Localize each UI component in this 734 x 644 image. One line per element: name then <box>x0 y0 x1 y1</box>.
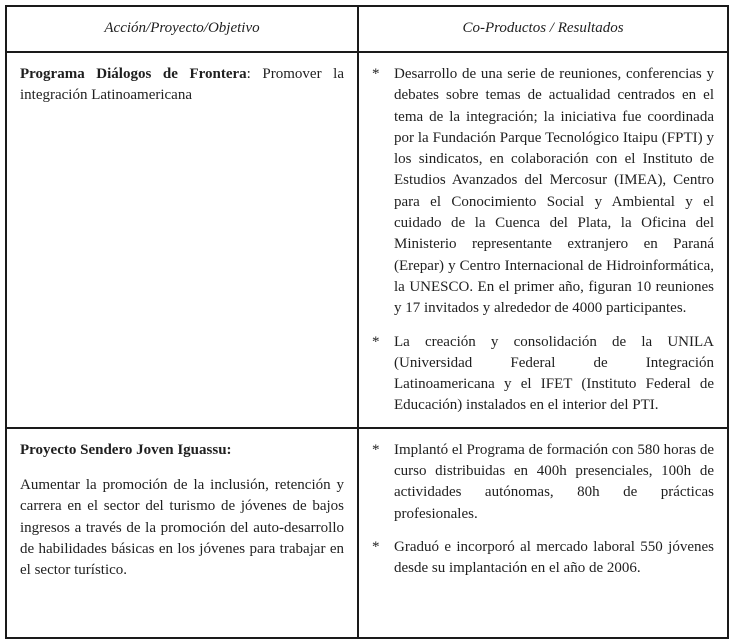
result-text: Implantó el Programa de formación con 580 horas de curso distribuidas en 400h presenciales, 100h de actividades autónomas, 80h de prácticas profesionales. <box>394 441 714 522</box>
row2-action-cell <box>7 429 359 637</box>
result-text: Graduó e incorporó al mercado laboral 550 jóvenes desde su implantación en el año de 2006. <box>394 538 714 577</box>
column-header-coproductos-label: Co-Productos / Resultados <box>462 20 624 37</box>
asterisk-bullet: * <box>372 441 380 458</box>
result-text: La creación y consolidación de la UNILA (Universidad Federal de Integración Latinoamericana y el IFET (Instituto Federal de Educación) instalados en el interior del PTI. <box>394 333 714 414</box>
row1-results-cell <box>359 53 727 429</box>
asterisk-bullet: * <box>372 333 380 350</box>
list-item <box>372 64 714 320</box>
row1-action-cell <box>7 53 359 429</box>
results-table <box>5 5 729 639</box>
row1-action-paragraph <box>20 64 344 107</box>
list-item <box>372 440 714 525</box>
column-header-accion <box>7 7 359 53</box>
row1-action-description: : Promover la integración Latinoamericana <box>20 66 344 104</box>
list-item <box>372 537 714 580</box>
column-header-accion-label: Acción/Proyecto/Objetivo <box>104 20 260 37</box>
asterisk-bullet: * <box>372 66 380 82</box>
row2-results-cell <box>359 429 727 637</box>
asterisk-bullet: * <box>372 538 380 555</box>
row1-action-title: Programa Diálogos de Frontera <box>20 66 247 82</box>
list-item <box>372 332 714 417</box>
row2-action-title-paragraph <box>20 440 344 461</box>
column-header-coproductos <box>359 7 727 53</box>
row2-action-description: Aumentar la promoción de la inclusión, retención y carrera en el sector del turismo de jóvenes de bajos ingresos a través de la promoción del auto-desarrollo de habilidades básicas en los jóvenes para trabajar en el sector turístico. <box>20 477 344 579</box>
result-text: Desarrollo de una serie de reuniones, conferencias y debates sobre temas de actualidad centrados en el tema de la integración; la iniciativa fue coordinada por la Fundación Parque Tecnológico Itaipu (FPTI) y los sindicatos, en colaboración con el Instituto de Estudios Avanzados del Mercosur (IMEA), Centro para el Conocimiento Social y Ambiental y el cuidado de la Cuenca del Plata, la Oficina del Ministerio representante extranjero en Paraná (Erepar) y Centro Internacional de Hidroinformática, la UNESCO. En el primer año, figuran 10 reuniones y 17 invitados y alrededor de 4000 participantes. <box>394 66 714 317</box>
row2-action-title: Proyecto Sendero Joven Iguassu: <box>20 441 232 458</box>
